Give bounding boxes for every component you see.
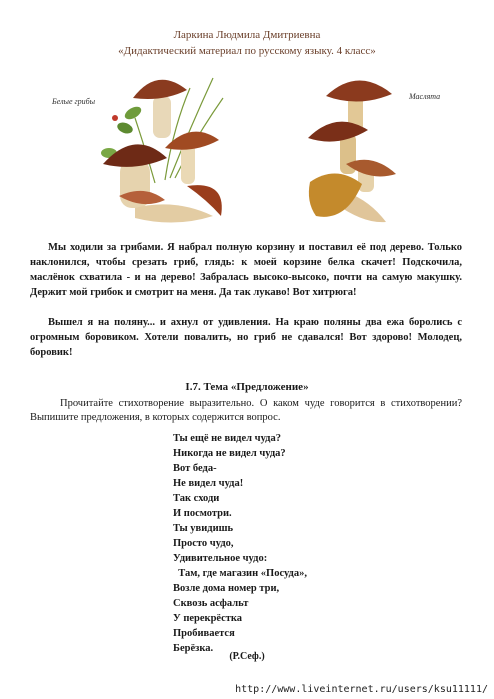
mushroom-cap	[165, 132, 219, 150]
story-paragraph-2-text: Вышел я на поляну... и ахнул от удивления. На краю поляны два ежа боролись с огромным боровиком. Хотели повалить, но гриб не сдавался! Вот здорово! Молодец, боровик!	[30, 317, 462, 358]
header-title: «Дидактический материал по русскому языку. 4 класс»	[118, 45, 376, 57]
story-paragraph-1	[30, 240, 462, 300]
left-image-caption: Белые грибы	[52, 97, 96, 106]
poem-line: Не видел чуда!	[173, 478, 244, 489]
poem-line: Никогда не видел чуда?	[173, 448, 286, 459]
instruction-text: Прочитайте стихотворение выразительно. О каком чуде говорится в стихотворении? Выпишите предложения, в которых содержится вопрос.	[30, 398, 462, 423]
boletus-illustration	[95, 68, 230, 233]
poem-line: Пробивается	[173, 628, 235, 639]
mushroom-cap	[133, 80, 187, 99]
leaf	[116, 121, 134, 136]
poem-line: Берёзка.	[173, 643, 214, 654]
section-title: I.7. Тема «Предложение»	[185, 381, 309, 393]
mushroom-cap	[103, 144, 167, 167]
story-paragraph-1-text: Мы ходили за грибами. Я набрал полную корзину и поставил её под дерево. Только наклонился, чтобы срезать гриб, глядь: к моей корзине белка скачет! Подскочила, маслёнок схватила - и на дерево! Забралась высоко-высоко, почти на самую макушку. Держит мой грибок и смотрит на меня. Да так лукаво! Вот хитрюга!	[30, 242, 462, 298]
poem-line: И посмотри.	[173, 508, 232, 519]
mushroom-stem	[135, 204, 213, 222]
poem-line: Так сходи	[173, 493, 220, 504]
leaf	[123, 104, 144, 122]
suillus-illustration	[306, 72, 401, 234]
berry	[112, 115, 118, 121]
instruction	[30, 397, 462, 425]
poem-author: (Р.Сеф.)	[229, 651, 265, 662]
poem-line: У перекрёстка	[173, 613, 243, 624]
mushroom-cap	[346, 160, 396, 177]
poem-line: Сквозь асфальт	[173, 598, 249, 609]
poem-line: Удивительное чудо:	[173, 553, 268, 564]
poem-line: Ты увидишь	[173, 523, 234, 534]
poem-line: Вот беда-	[173, 463, 217, 474]
poem	[173, 431, 307, 656]
mushroom-cap	[326, 80, 392, 101]
poem-line: Просто чудо,	[173, 538, 234, 549]
watermark-url: http://www.liveinternet.ru/users/ksu11111/	[235, 684, 488, 695]
mushroom-stem	[153, 96, 171, 138]
header-author: Ларкина Людмила Дмитриевна	[173, 29, 321, 41]
poem-line: Там, где магазин «Посуда»,	[173, 568, 307, 579]
mushroom-stem	[181, 144, 195, 184]
poem-line: Возле дома номер три,	[173, 583, 280, 594]
poem-line: Ты ещё не видел чуда?	[173, 433, 281, 444]
right-image-caption: Маслята	[409, 92, 441, 101]
story-paragraph-2	[30, 315, 462, 360]
